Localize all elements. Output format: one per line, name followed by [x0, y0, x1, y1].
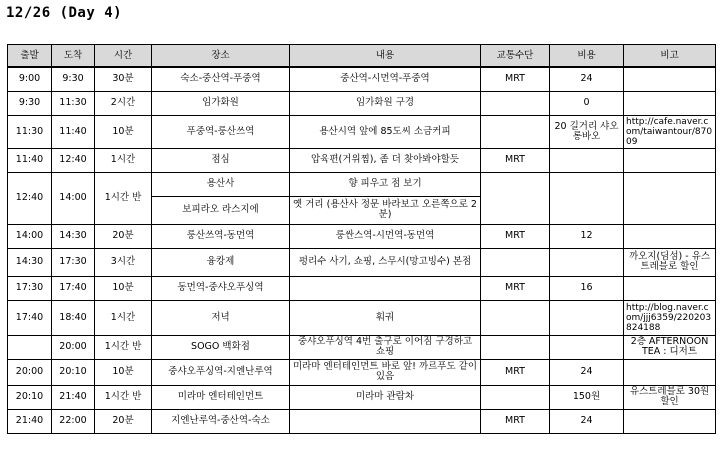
table-row	[8, 67, 716, 91]
cell-cost: 12	[550, 224, 624, 248]
cell-cost: 24	[550, 359, 624, 385]
cell-content	[290, 276, 481, 300]
cell-note-link[interactable]: http://blog.naver.com/jjj6359/220203824188	[624, 300, 716, 335]
cell-arrival: 9:30	[52, 67, 95, 91]
cell-cost	[550, 335, 624, 359]
cell-place: 저녁	[152, 300, 290, 335]
cell-place: 숙소-중산역-푸중역	[152, 67, 290, 91]
cell-arrival: 14:00	[52, 172, 95, 224]
cell-transport	[481, 91, 550, 115]
cell-departure: 11:30	[8, 115, 52, 148]
cell-note	[624, 409, 716, 433]
cell-place: 용산사	[152, 172, 290, 196]
cell-content: 용산시역 앞에 85도씨 소금커피	[290, 115, 481, 148]
cell-note	[624, 359, 716, 385]
cell-cost	[550, 172, 624, 224]
header-cost: 비용	[550, 45, 624, 68]
cell-content: 훠궈	[290, 300, 481, 335]
cell-transport: MRT	[481, 148, 550, 172]
cell-arrival: 12:40	[52, 148, 95, 172]
table-row	[8, 385, 716, 409]
table-row	[8, 91, 716, 115]
table-row	[8, 359, 716, 385]
cell-content: 임가화원 구경	[290, 91, 481, 115]
cell-departure: 11:40	[8, 148, 52, 172]
header-place: 장소	[152, 45, 290, 68]
table-row	[8, 224, 716, 248]
cell-arrival: 20:10	[52, 359, 95, 385]
cell-note: 까오지(딤섬) - 유스트레블로 할인	[624, 248, 716, 276]
cell-departure: 14:00	[8, 224, 52, 248]
cell-note: 유스트레블로 30원 할인	[624, 385, 716, 409]
header-arrival: 도착	[52, 45, 95, 68]
header-note: 비고	[624, 45, 716, 68]
header-content: 내용	[290, 45, 481, 68]
cell-duration: 1시간	[95, 148, 152, 172]
cell-cost: 150원	[550, 385, 624, 409]
cell-note: 2층 AFTERNOON TEA : 디저트	[624, 335, 716, 359]
cell-transport	[481, 300, 550, 335]
cell-cost	[550, 300, 624, 335]
cell-transport: MRT	[481, 359, 550, 385]
cell-place: 미라마 엔터테인먼트	[152, 385, 290, 409]
cell-place: 보피라오 라스지에	[152, 196, 290, 224]
cell-duration: 10분	[95, 115, 152, 148]
cell-arrival: 22:00	[52, 409, 95, 433]
cell-content: 미라마 관람차	[290, 385, 481, 409]
cell-transport	[481, 115, 550, 148]
cell-transport	[481, 335, 550, 359]
table-row	[8, 409, 716, 433]
cell-departure: 9:00	[8, 67, 52, 91]
cell-content: 중샤오푸싱역 4번 출구로 이어짐 구경하고 쇼핑	[290, 335, 481, 359]
cell-note	[624, 67, 716, 91]
cell-duration: 1시간	[95, 300, 152, 335]
cell-place: 동먼역-중샤오푸싱역	[152, 276, 290, 300]
cell-departure: 12:40	[8, 172, 52, 224]
cell-departure: 17:40	[8, 300, 52, 335]
cell-departure: 20:00	[8, 359, 52, 385]
cell-content: 미라마 엔터테인먼트 바로 앞! 까르푸도 같이 있음	[290, 359, 481, 385]
cell-arrival: 18:40	[52, 300, 95, 335]
cell-arrival: 17:40	[52, 276, 95, 300]
cell-duration: 10분	[95, 276, 152, 300]
cell-content: 펑리수 사기, 쇼핑, 스무시(망고빙수) 본점	[290, 248, 481, 276]
cell-place: 푸중역-룽산쓰역	[152, 115, 290, 148]
cell-departure: 9:30	[8, 91, 52, 115]
itinerary-table	[7, 44, 716, 434]
cell-departure	[8, 335, 52, 359]
cell-place: 지엔난루역-중산역-숙소	[152, 409, 290, 433]
cell-place: 융캉제	[152, 248, 290, 276]
cell-arrival: 17:30	[52, 248, 95, 276]
cell-duration: 20분	[95, 409, 152, 433]
cell-transport	[481, 248, 550, 276]
table-row	[8, 115, 716, 148]
cell-cost: 20 길거리 샤오롱바오	[550, 115, 624, 148]
cell-cost: 24	[550, 409, 624, 433]
cell-duration: 1시간 반	[95, 335, 152, 359]
cell-cost: 0	[550, 91, 624, 115]
cell-transport: MRT	[481, 276, 550, 300]
cell-content: 압육편(거위찜), 좀 더 찾아봐야할듯	[290, 148, 481, 172]
cell-departure: 20:10	[8, 385, 52, 409]
header-duration: 시간	[95, 45, 152, 68]
table-row	[8, 300, 716, 335]
cell-note	[624, 276, 716, 300]
cell-duration: 30분	[95, 67, 152, 91]
cell-departure: 21:40	[8, 409, 52, 433]
table-row	[8, 335, 716, 359]
cell-duration: 10분	[95, 359, 152, 385]
cell-cost	[550, 248, 624, 276]
page-title: 12/26 (Day 4)	[6, 5, 123, 21]
cell-cost	[550, 148, 624, 172]
cell-departure: 17:30	[8, 276, 52, 300]
cell-place: 점심	[152, 148, 290, 172]
cell-note	[624, 91, 716, 115]
cell-content: 중산역-시먼역-푸중역	[290, 67, 481, 91]
cell-content: 룽싼스역-시먼역-동먼역	[290, 224, 481, 248]
cell-departure: 14:30	[8, 248, 52, 276]
cell-arrival: 11:40	[52, 115, 95, 148]
cell-content	[290, 409, 481, 433]
cell-transport	[481, 172, 550, 224]
table-row	[8, 276, 716, 300]
cell-arrival: 11:30	[52, 91, 95, 115]
cell-place: SOGO 백화점	[152, 335, 290, 359]
cell-duration: 2시간	[95, 91, 152, 115]
cell-place: 룽산쓰역-동먼역	[152, 224, 290, 248]
cell-content: 향 피우고 점 보기	[290, 172, 481, 196]
cell-note	[624, 172, 716, 224]
cell-transport: MRT	[481, 409, 550, 433]
cell-place: 중샤오푸싱역-지엔난루역	[152, 359, 290, 385]
cell-place: 임가화원	[152, 91, 290, 115]
table-row	[8, 172, 716, 196]
cell-duration: 20분	[95, 224, 152, 248]
cell-transport	[481, 385, 550, 409]
header-departure: 출발	[8, 45, 52, 68]
header-row	[8, 45, 716, 68]
header-transport: 교통수단	[481, 45, 550, 68]
cell-transport: MRT	[481, 224, 550, 248]
table-row	[8, 248, 716, 276]
cell-duration: 1시간 반	[95, 385, 152, 409]
cell-transport: MRT	[481, 67, 550, 91]
cell-arrival: 21:40	[52, 385, 95, 409]
cell-cost: 24	[550, 67, 624, 91]
cell-note	[624, 148, 716, 172]
cell-cost: 16	[550, 276, 624, 300]
cell-note	[624, 224, 716, 248]
cell-duration: 3시간	[95, 248, 152, 276]
cell-arrival: 20:00	[52, 335, 95, 359]
cell-duration: 1시간 반	[95, 172, 152, 224]
cell-arrival: 14:30	[52, 224, 95, 248]
cell-content: 옛 거리 (용산사 정문 바라보고 오른쪽으로 2분)	[290, 196, 481, 224]
table-row	[8, 148, 716, 172]
cell-note-link[interactable]: http://cafe.naver.com/taiwantour/87009	[624, 115, 716, 148]
